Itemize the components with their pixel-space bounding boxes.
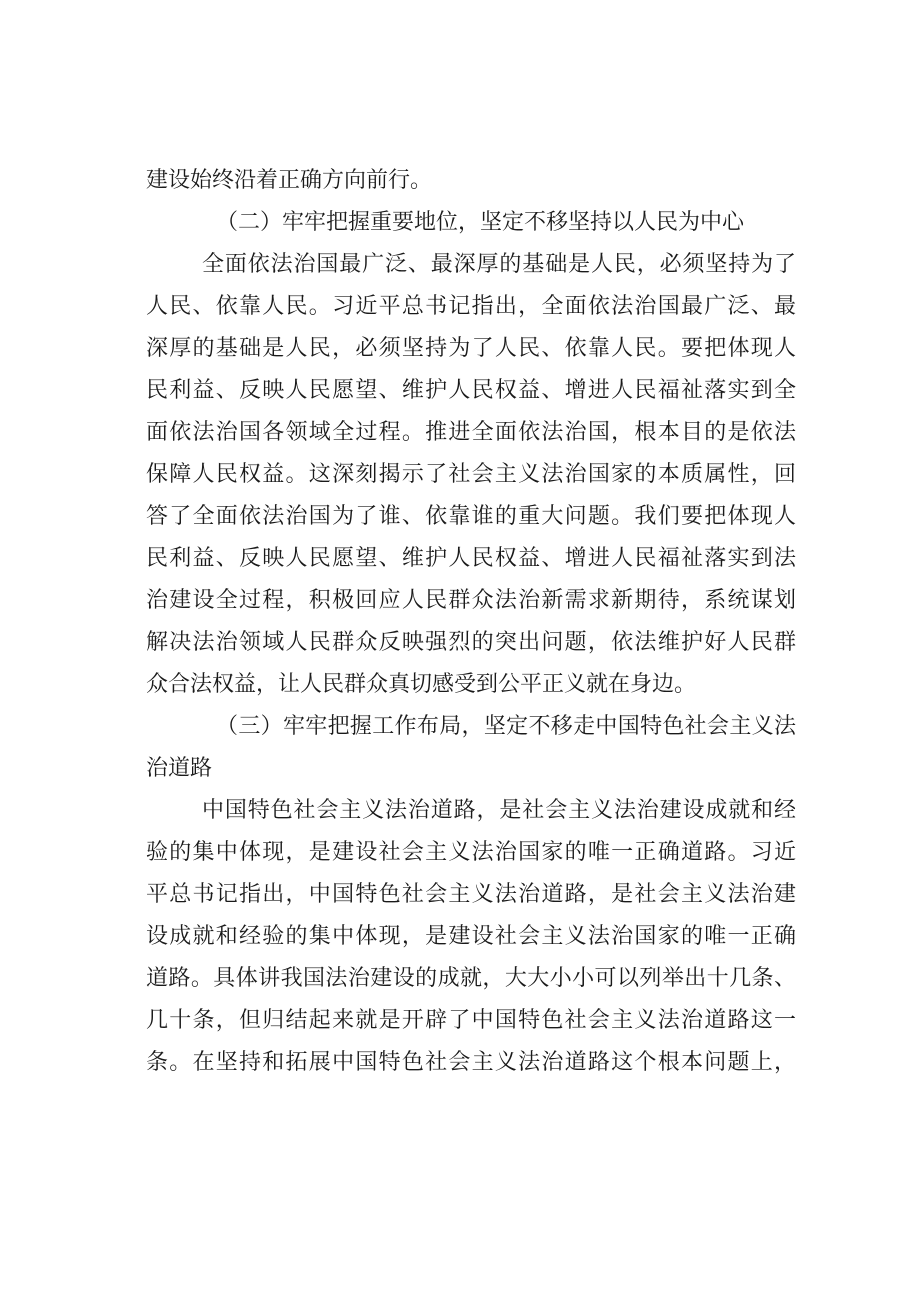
text-line: 众合法权益，让人民群众真切感受到公平正义就在身边。 <box>146 672 697 697</box>
text-line: 解决法治领域人民群众反映强烈的突出问题，依法维护好人民群 <box>146 630 796 655</box>
text-line: 民利益、反映人民愿望、维护人民权益、增进人民福祉落实到法 <box>146 546 796 571</box>
text-line: 几十条，但归结起来就是开辟了中国特色社会主义法治道路这一 <box>146 1008 796 1033</box>
text-line: 保障人民权益。这深刻揭示了社会主义法治国家的本质属性，回 <box>146 462 796 487</box>
text-line: 建设始终沿着正确方向前行。 <box>146 168 433 193</box>
text-line: 治建设全过程，积极回应人民群众法治新需求新期待，系统谋划 <box>146 588 796 613</box>
text-line: 道路。具体讲我国法治建设的成就，大大小小可以列举出十几条、 <box>146 966 796 991</box>
section-heading-continuation: 治道路 <box>146 756 213 781</box>
text-line: 人民、依靠人民。习近平总书记指出，全面依法治国最广泛、最 <box>146 294 796 319</box>
text-line: 面依法治国各领域全过程。推进全面依法治国，根本目的是依法 <box>146 420 796 445</box>
text-line: 全面依法治国最广泛、最深厚的基础是人民，必须坚持为了 <box>202 252 796 277</box>
section-heading: （三）牢牢把握工作布局，坚定不移走中国特色社会主义法 <box>216 714 796 739</box>
body-text <box>146 160 796 1084</box>
text-line: 深厚的基础是人民，必须坚持为了人民、依靠人民。要把体现人 <box>146 336 796 361</box>
text-line: 验的集中体现，是建设社会主义法治国家的唯一正确道路。习近 <box>146 840 796 865</box>
text-line: 平总书记指出，中国特色社会主义法治道路，是社会主义法治建 <box>146 882 796 907</box>
section-heading: （二）牢牢把握重要地位，坚定不移坚持以人民为中心 <box>216 210 745 235</box>
text-line: 民利益、反映人民愿望、维护人民权益、增进人民福祉落实到全 <box>146 378 796 403</box>
text-line: 答了全面依法治国为了谁、依靠谁的重大问题。我们要把体现人 <box>146 504 796 529</box>
text-line: 中国特色社会主义法治道路，是社会主义法治建设成就和经 <box>202 798 796 823</box>
text-line: 条。在坚持和拓展中国特色社会主义法治道路这个根本问题上， <box>146 1050 796 1075</box>
text-line: 设成就和经验的集中体现，是建设社会主义法治国家的唯一正确 <box>146 924 796 949</box>
